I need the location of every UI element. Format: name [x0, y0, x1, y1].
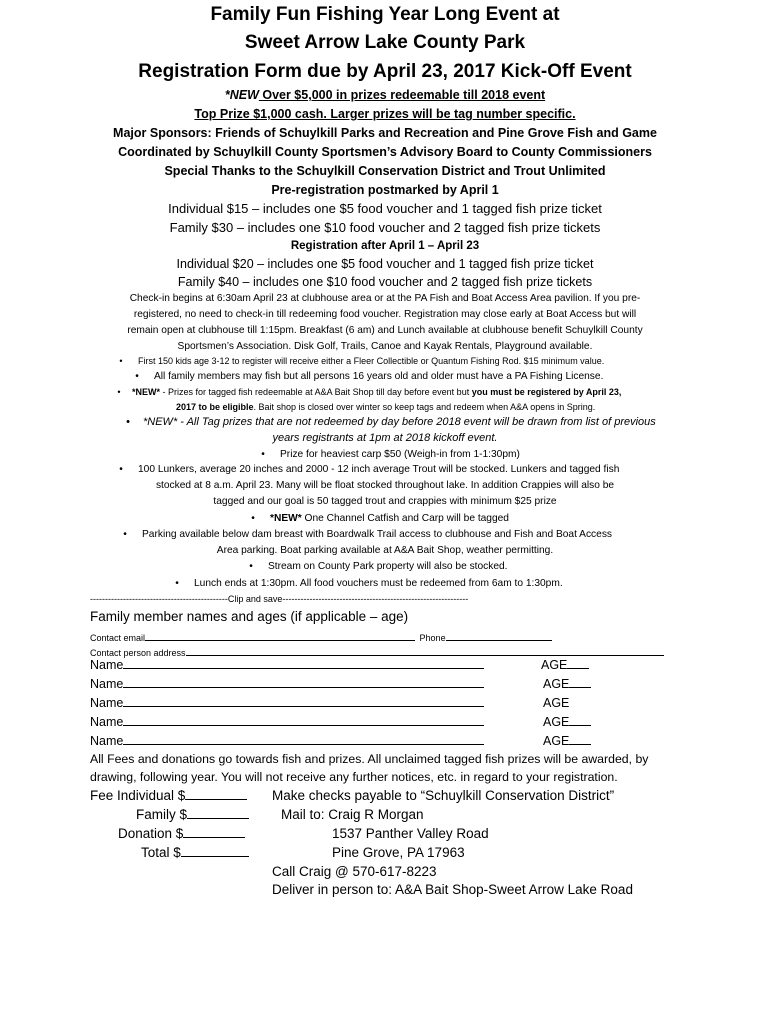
title-line-1: Family Fun Fishing Year Long Event at [210, 4, 560, 25]
bullet-parking-cont: Area parking. Boat parking available at A&A Bait Shop, weather permitting. [216, 545, 554, 556]
name-label: Name [90, 734, 124, 748]
bullet-mark: • [249, 561, 253, 572]
name-row [90, 694, 484, 713]
bullet-fishing-license [130, 369, 603, 385]
name-label: Name [90, 715, 124, 729]
checkin-line-3: remain open at clubhouse till 1:15pm. Breakfast (6 am) and Lunch available at clubhouse benefit Schuylkill County [127, 325, 643, 336]
bullet-parking [118, 527, 612, 543]
bullet-heaviest-carp [256, 447, 520, 463]
name-label: Name [90, 677, 124, 691]
bullet-lunkers [114, 462, 619, 478]
postreg-individual: Individual $20 – includes one $5 food voucher and 1 tagged fish prize ticket [176, 257, 594, 271]
name-row [90, 656, 484, 675]
bullet-text: Lunch ends at 1:30pm. All food vouchers must be redeemed from 6am to 1:30pm. [194, 578, 563, 589]
bullet-mark: • [261, 449, 265, 460]
total-label: Total $ [141, 845, 181, 860]
age-field[interactable] [569, 732, 591, 745]
bullet-lunch-ends [170, 576, 563, 592]
bullet-unredeemed-prizes-cont: years registrants at 1pm at 2018 kickoff event. [272, 432, 498, 444]
name-row [90, 732, 484, 751]
name-row [90, 675, 484, 694]
bullet-mark: • [117, 387, 121, 397]
bullet-mark: • [175, 578, 179, 589]
donation-label: Donation $ [118, 826, 184, 841]
new-prizes-line [0, 86, 770, 105]
bullet-tagged-prizes-cont [176, 400, 595, 415]
bullet-tagged-prizes [112, 385, 621, 400]
prereg-family: Family $30 – includes one $10 food voucher and 2 tagged fish prize tickets [169, 220, 601, 235]
contact-email-field[interactable] [145, 628, 415, 641]
contact-address-field[interactable] [186, 643, 664, 656]
name-label: Name [90, 658, 124, 672]
phone-label: Phone [419, 633, 446, 643]
top-prize-line: Top Prize $1,000 cash. Larger prizes will be tag number specific. [194, 107, 576, 121]
bullet-lunkers-cont-1: stocked at 8 a.m. April 23. Many will be float stocked throughout lake. In addition Crappies will also be [155, 480, 615, 491]
age-row [543, 694, 569, 713]
fee-family-label: Family $ [136, 807, 188, 822]
phone-field[interactable] [446, 628, 552, 641]
fee-individual-row [90, 786, 247, 805]
bullet-text: 100 Lunkers, average 20 inches and 2000 - 12 inch average Trout will be stocked. Lunkers and tagged fish [138, 464, 620, 475]
bullet-text: Stream on County Park property will also be stocked. [268, 561, 508, 572]
title-line-2: Sweet Arrow Lake County Park [244, 32, 526, 53]
deliver-in-person: Deliver in person to: A&A Bait Shop-Sweet Arrow Lake Road [272, 882, 633, 897]
total-field[interactable] [181, 844, 249, 857]
sponsors-line: Major Sponsors: Friends of Schuylkill Parks and Recreation and Pine Grove Fish and Game [113, 126, 657, 140]
bullet-text: . Bait shop is closed over winter so keep tags and redeem when A&A opens in Spring. [253, 402, 596, 412]
age-label: AGE [543, 696, 570, 710]
age-field[interactable] [569, 675, 591, 688]
bullet-mark: • [119, 356, 123, 366]
bullet-bold-text: you must be registered by April 23, [471, 387, 622, 397]
clip-and-save-divider: ----------------------------------------------Clip and save-------------------------------------------------------------- [90, 594, 469, 604]
age-row [543, 732, 591, 751]
fees-note-line-1: All Fees and donations go towards fish and prizes. All unclaimed tagged fish prizes will be awarded, by [90, 752, 649, 766]
bullet-bold-text: 2017 to be eligible [176, 402, 254, 412]
contact-email-label: Contact email [90, 633, 146, 643]
checkin-line-4: Sportsmen’s Association. Disk Golf, Trails, Canoe and Kayak Rentals, Playground available. [177, 341, 593, 352]
new-tag: *NEW* [132, 387, 161, 397]
age-row [541, 656, 589, 675]
prereg-heading: Pre-registration postmarked by April 1 [271, 183, 499, 197]
bullet-text: All family members may fish but all persons 16 years old and older must have a PA Fishing License. [154, 371, 604, 382]
fees-note-line-2: drawing, following year. You will not receive any further notices, etc. in regard to your registration. [90, 770, 618, 784]
family-names-heading: Family member names and ages (if applicable – age) [90, 609, 409, 624]
bullet-mark: • [135, 371, 139, 382]
name-field[interactable] [123, 656, 484, 669]
age-field[interactable] [567, 656, 589, 669]
new-tag: *NEW* [270, 513, 302, 524]
bullet-text: *NEW* - All Tag prizes that are not redeemed by day before 2018 event will be drawn from list of previous [143, 416, 656, 428]
postreg-family: Family $40 – includes one $10 food voucher and 2 tagged fish prize tickets [177, 275, 593, 289]
age-field[interactable] [569, 713, 591, 726]
mail-city: Pine Grove, PA 17963 [332, 845, 465, 860]
donation-field[interactable] [183, 825, 245, 838]
bullet-lunkers-cont-2: tagged and our goal is 50 tagged trout and crappies with minimum $25 prize [213, 496, 557, 507]
checks-payable: Make checks payable to “Schuylkill Conservation District” [272, 788, 615, 803]
contact-address-label: Contact person address [90, 648, 186, 658]
checkin-line-1: Check-in begins at 6:30am April 23 at clubhouse area or at the PA Fish and Boat Access Area pavilion. If you pre- [129, 293, 641, 304]
age-label: AGE [543, 677, 570, 691]
thanks-line: Special Thanks to the Schuylkill Conservation District and Trout Unlimited [164, 164, 606, 178]
bullet-stream-stocked [244, 559, 508, 575]
mail-street: 1537 Panther Valley Road [332, 826, 489, 841]
checkin-line-2: registered, no need to check-in till redeeming food voucher. Registration may close early at Boat Access but will [133, 309, 637, 320]
age-label: AGE [543, 715, 570, 729]
bullet-mark: • [126, 416, 130, 428]
age-row [543, 713, 591, 732]
fee-family-row [136, 805, 249, 824]
call-contact: Call Craig @ 570-617-8223 [272, 864, 437, 879]
name-field[interactable] [123, 694, 484, 707]
title-line-3: Registration Form due by April 23, 2017 Kick-Off Event [138, 61, 632, 82]
name-row [90, 713, 484, 732]
bullet-mark: • [123, 529, 127, 540]
bullet-text: One Channel Catfish and Carp will be tagged [301, 513, 509, 524]
fee-family-field[interactable] [187, 806, 249, 819]
coordinated-line: Coordinated by Schuylkill County Sportsmen’s Advisory Board to County Commissioners [118, 145, 652, 159]
bullet-unredeemed-prizes [121, 414, 656, 430]
age-label: AGE [541, 658, 568, 672]
total-row [141, 843, 249, 862]
new-prizes-text: Over $5,000 in prizes redeemable till 2018 event [258, 88, 546, 102]
postreg-heading: Registration after April 1 – April 23 [290, 240, 480, 252]
bullet-text: - Prizes for tagged fish redeemable at A&A Bait Shop till day before event but [160, 387, 472, 397]
mail-to: Mail to: Craig R Morgan [281, 807, 424, 822]
age-row [543, 675, 591, 694]
prereg-individual: Individual $15 – includes one $5 food voucher and 1 tagged fish prize ticket [168, 201, 602, 216]
fee-individual-label: Fee Individual $ [90, 788, 186, 803]
new-prefix: *NEW [224, 88, 259, 102]
age-label: AGE [543, 734, 570, 748]
name-field[interactable] [123, 675, 484, 688]
bullet-text: First 150 kids age 3-12 to register will receive either a Fleer Collectible or Quantum Fishing Rod. $15 minimum value. [138, 356, 605, 366]
bullet-mark: • [119, 464, 123, 475]
bullet-text: Prize for heaviest carp $50 (Weigh-in from 1-1:30pm) [280, 449, 520, 460]
donation-row [118, 824, 245, 843]
name-field[interactable] [123, 732, 484, 745]
bullet-catfish-carp [246, 511, 509, 527]
bullet-mark: • [251, 513, 255, 524]
bullet-text: Parking available below dam breast with Boardwalk Trail access to clubhouse and Fish and Boat Access [142, 529, 613, 540]
bullet-kids-rod [114, 354, 604, 369]
fee-individual-field[interactable] [185, 787, 247, 800]
name-field[interactable] [123, 713, 484, 726]
name-label: Name [90, 696, 124, 710]
